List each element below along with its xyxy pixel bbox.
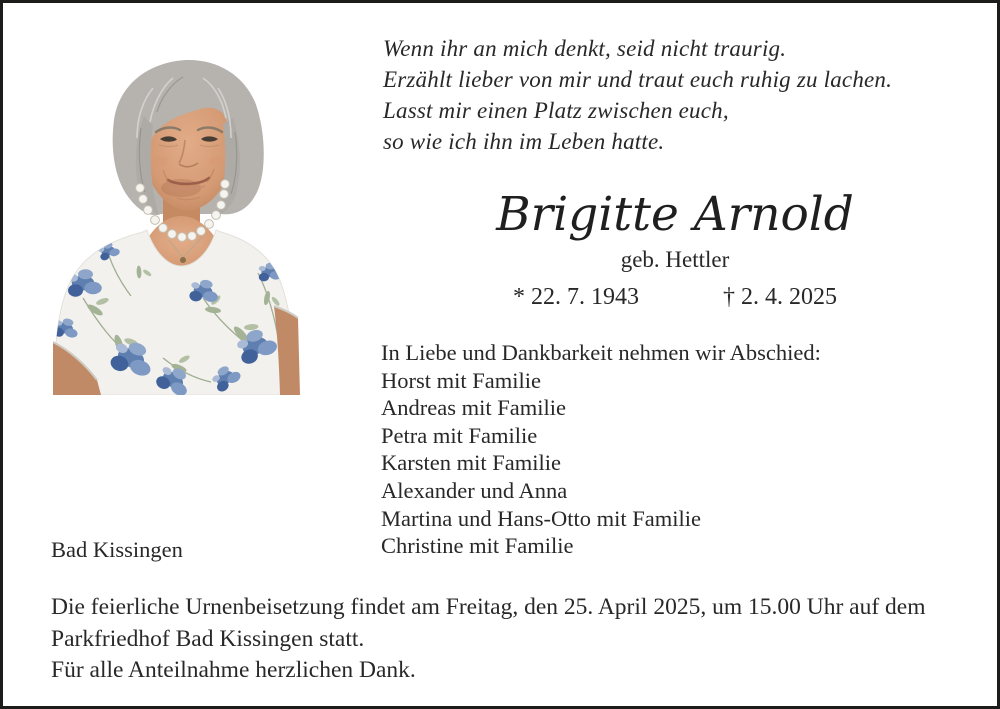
funeral-info [51,592,925,687]
funeral-line: Für alle Anteilnahme herzlichen Dank. [51,657,416,684]
mourners-list [381,339,821,560]
maiden-name: geb. Hettler [620,247,730,272]
mourner-line: Karsten mit Familie [381,450,561,476]
mourner-line: Martina und Hans-Otto mit Familie [381,505,701,531]
portrait-photo [53,58,300,395]
place-name: Bad Kissingen [51,537,183,562]
poem-line: so wie ich ihn im Leben hatte. [383,129,665,154]
memorial-poem [383,33,892,157]
life-dates [425,284,925,311]
mourner-line: Petra mit Familie [381,422,538,448]
funeral-line: Die feierliche Urnenbeisetzung findet am Freitag, den 25. April 2025, um 15.00 Uhr auf dem [51,594,926,620]
mourner-line: Horst mit Familie [381,367,541,393]
farewell-intro: In Liebe und Dankbarkeit nehmen wir Abschied: [381,340,821,365]
birth-date: * 22. 7. 1943 [513,284,639,310]
funeral-line: Parkfriedhof Bad Kissingen statt. [51,625,365,652]
deceased-block [425,187,925,311]
portrait-photo-svg [53,58,300,395]
mourner-line: Alexander und Anna [381,477,568,503]
poem-line: Erzählt lieber von mir und traut euch ruhig zu lachen. [383,67,893,92]
death-date: † 2. 4. 2025 [723,284,837,310]
deceased-name: Brigitte Arnold [496,187,854,242]
mourner-line: Christine mit Familie [381,533,574,559]
mourner-line: Andreas mit Familie [381,395,566,421]
poem-line: Lasst mir einen Platz zwischen euch, [383,98,729,123]
poem-line: Wenn ihr an mich denkt, seid nicht traurig. [383,36,787,61]
